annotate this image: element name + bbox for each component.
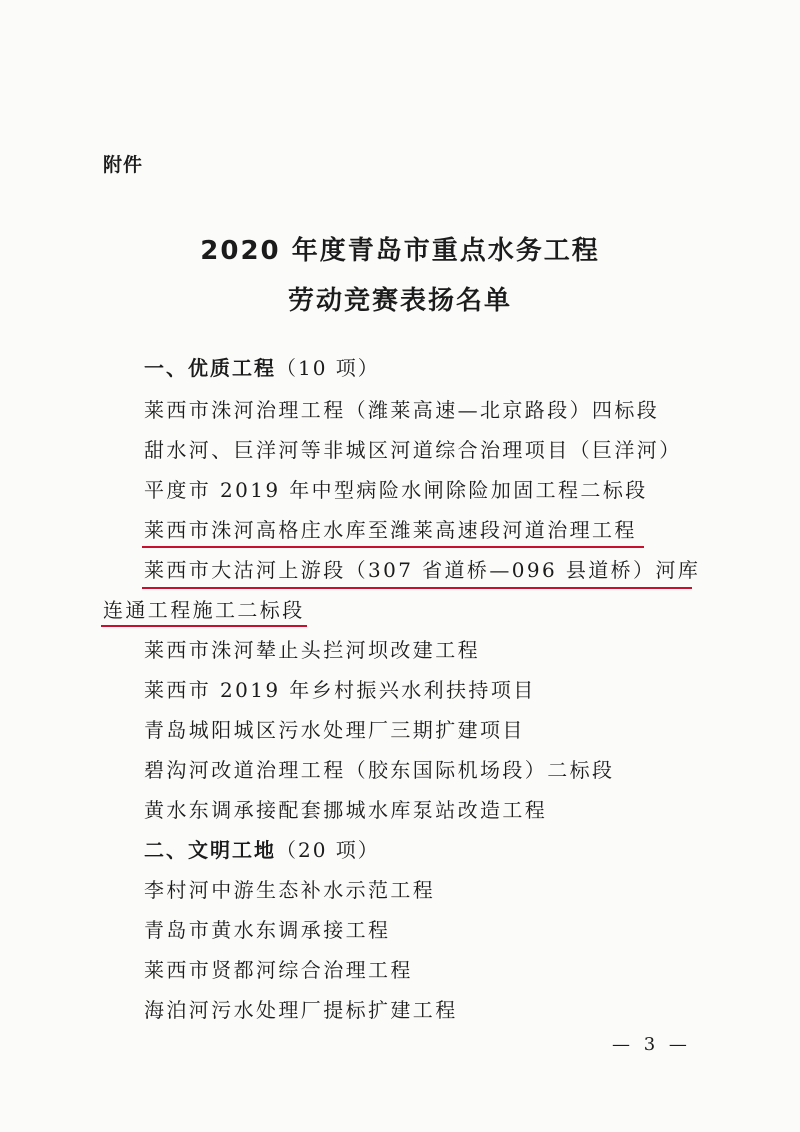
section-1-heading xyxy=(144,354,380,382)
document-title-line-1: 2020 年度青岛市重点水务工程 xyxy=(200,236,600,266)
list-item: 平度市 2019 年中型病险水闸除险加固工程二标段 xyxy=(144,478,648,502)
section-2-heading-text: 二、文明工地 xyxy=(144,838,276,862)
page-number: — 3 — xyxy=(612,1034,691,1055)
red-underline xyxy=(142,587,692,589)
attachment-label: 附件 xyxy=(103,154,144,176)
red-underline xyxy=(142,546,644,548)
section-1-heading-text: 一、优质工程 xyxy=(144,356,276,380)
document-title-line-2: 劳动竞赛表扬名单 xyxy=(287,286,512,316)
list-item: 碧沟河改道治理工程（胶东国际机场段）二标段 xyxy=(144,758,615,782)
list-item: 莱西市洙河辇止头拦河坝改建工程 xyxy=(144,638,480,662)
list-item: 甜水河、巨洋河等非城区河道综合治理项目（巨洋河） xyxy=(144,438,682,462)
section-2-count: （20 项） xyxy=(276,838,380,862)
list-item: 莱西市贤都河综合治理工程 xyxy=(144,958,413,982)
list-item: 李村河中游生态补水示范工程 xyxy=(144,878,436,902)
list-item: 莱西市洙河高格庄水库至潍莱高速段河道治理工程 xyxy=(144,518,637,542)
list-item: 连通工程施工二标段 xyxy=(103,598,305,622)
section-2-heading xyxy=(144,836,380,864)
list-item: 莱西市 2019 年乡村振兴水利扶持项目 xyxy=(144,678,536,702)
list-item: 黄水东调承接配套挪城水库泵站改造工程 xyxy=(144,798,548,822)
red-underline xyxy=(101,625,307,627)
section-1-count: （10 项） xyxy=(276,356,380,380)
list-item: 莱西市大沽河上游段（307 省道桥—096 县道桥）河库 xyxy=(144,558,701,582)
list-item: 青岛城阳城区污水处理厂三期扩建项目 xyxy=(144,718,525,742)
list-item: 青岛市黄水东调承接工程 xyxy=(144,918,391,942)
list-item: 海泊河污水处理厂提标扩建工程 xyxy=(144,998,458,1022)
list-item: 莱西市洙河治理工程（潍莱高速—北京路段）四标段 xyxy=(144,398,660,422)
